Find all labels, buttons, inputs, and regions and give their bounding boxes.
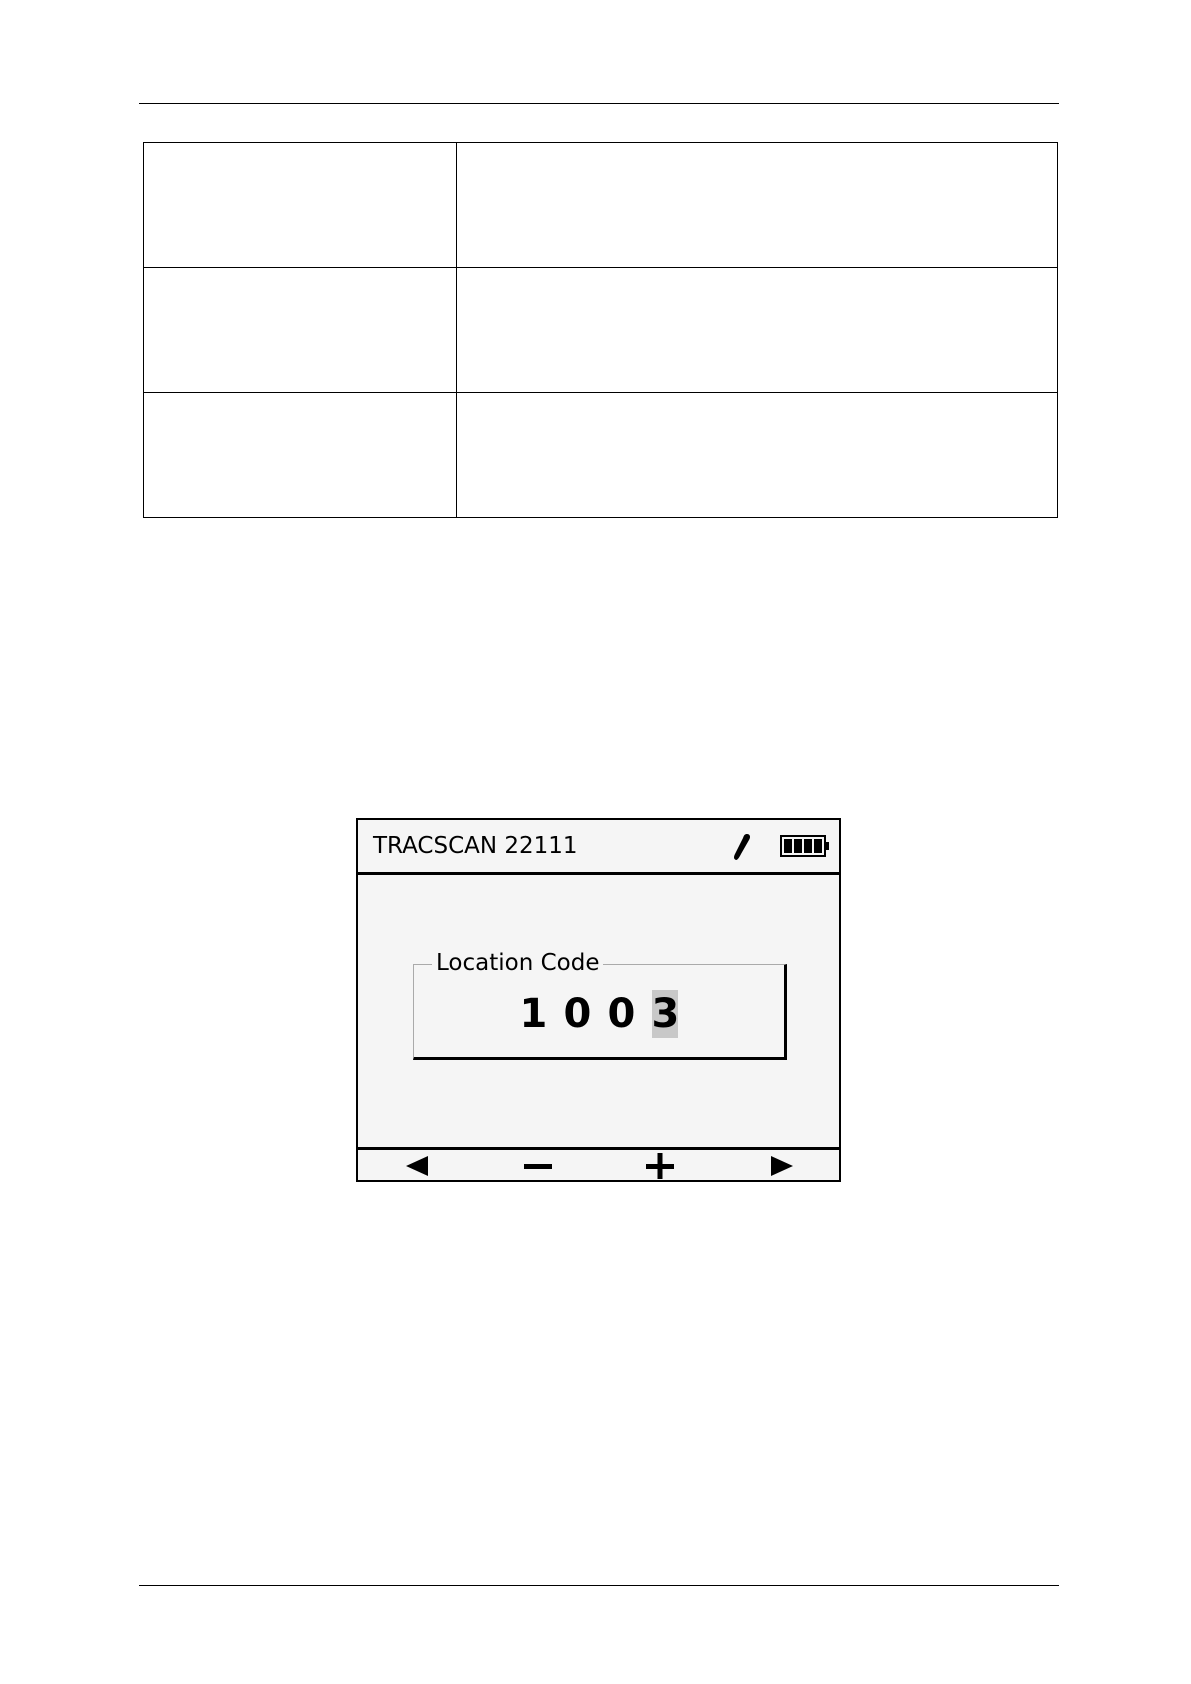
device-title: TRACSCAN 22111 xyxy=(373,833,578,859)
battery-full-icon xyxy=(780,834,830,858)
probe-icon xyxy=(732,832,752,862)
device-screen xyxy=(356,818,841,1182)
digit-4[interactable]: 3 xyxy=(651,991,680,1037)
battery-cell xyxy=(794,839,802,853)
table-row xyxy=(144,393,1058,518)
table-cell xyxy=(457,393,1058,518)
table-cell xyxy=(457,268,1058,393)
minus-icon[interactable] xyxy=(523,1153,553,1179)
location-code-label: Location Code xyxy=(432,950,603,976)
header-rule xyxy=(139,103,1059,104)
document-table xyxy=(143,142,1058,518)
battery-cell xyxy=(804,839,812,853)
digit-1[interactable]: 1 xyxy=(519,991,548,1037)
softkey-bar xyxy=(358,1147,839,1180)
table-cell xyxy=(144,268,457,393)
table-cell xyxy=(144,393,457,518)
table-row xyxy=(144,268,1058,393)
footer-rule xyxy=(139,1585,1059,1586)
right-arrow-icon[interactable] xyxy=(767,1153,797,1179)
table-row xyxy=(144,143,1058,268)
left-arrow-icon[interactable] xyxy=(402,1153,432,1179)
table-cell xyxy=(457,143,1058,268)
digit-2[interactable]: 0 xyxy=(563,991,592,1037)
plus-icon[interactable] xyxy=(645,1153,675,1179)
device-header xyxy=(358,820,839,875)
location-code-digits[interactable] xyxy=(358,990,839,1038)
table-cell xyxy=(144,143,457,268)
digit-3[interactable]: 0 xyxy=(607,991,636,1037)
battery-cell xyxy=(814,839,822,853)
battery-cell xyxy=(784,839,792,853)
